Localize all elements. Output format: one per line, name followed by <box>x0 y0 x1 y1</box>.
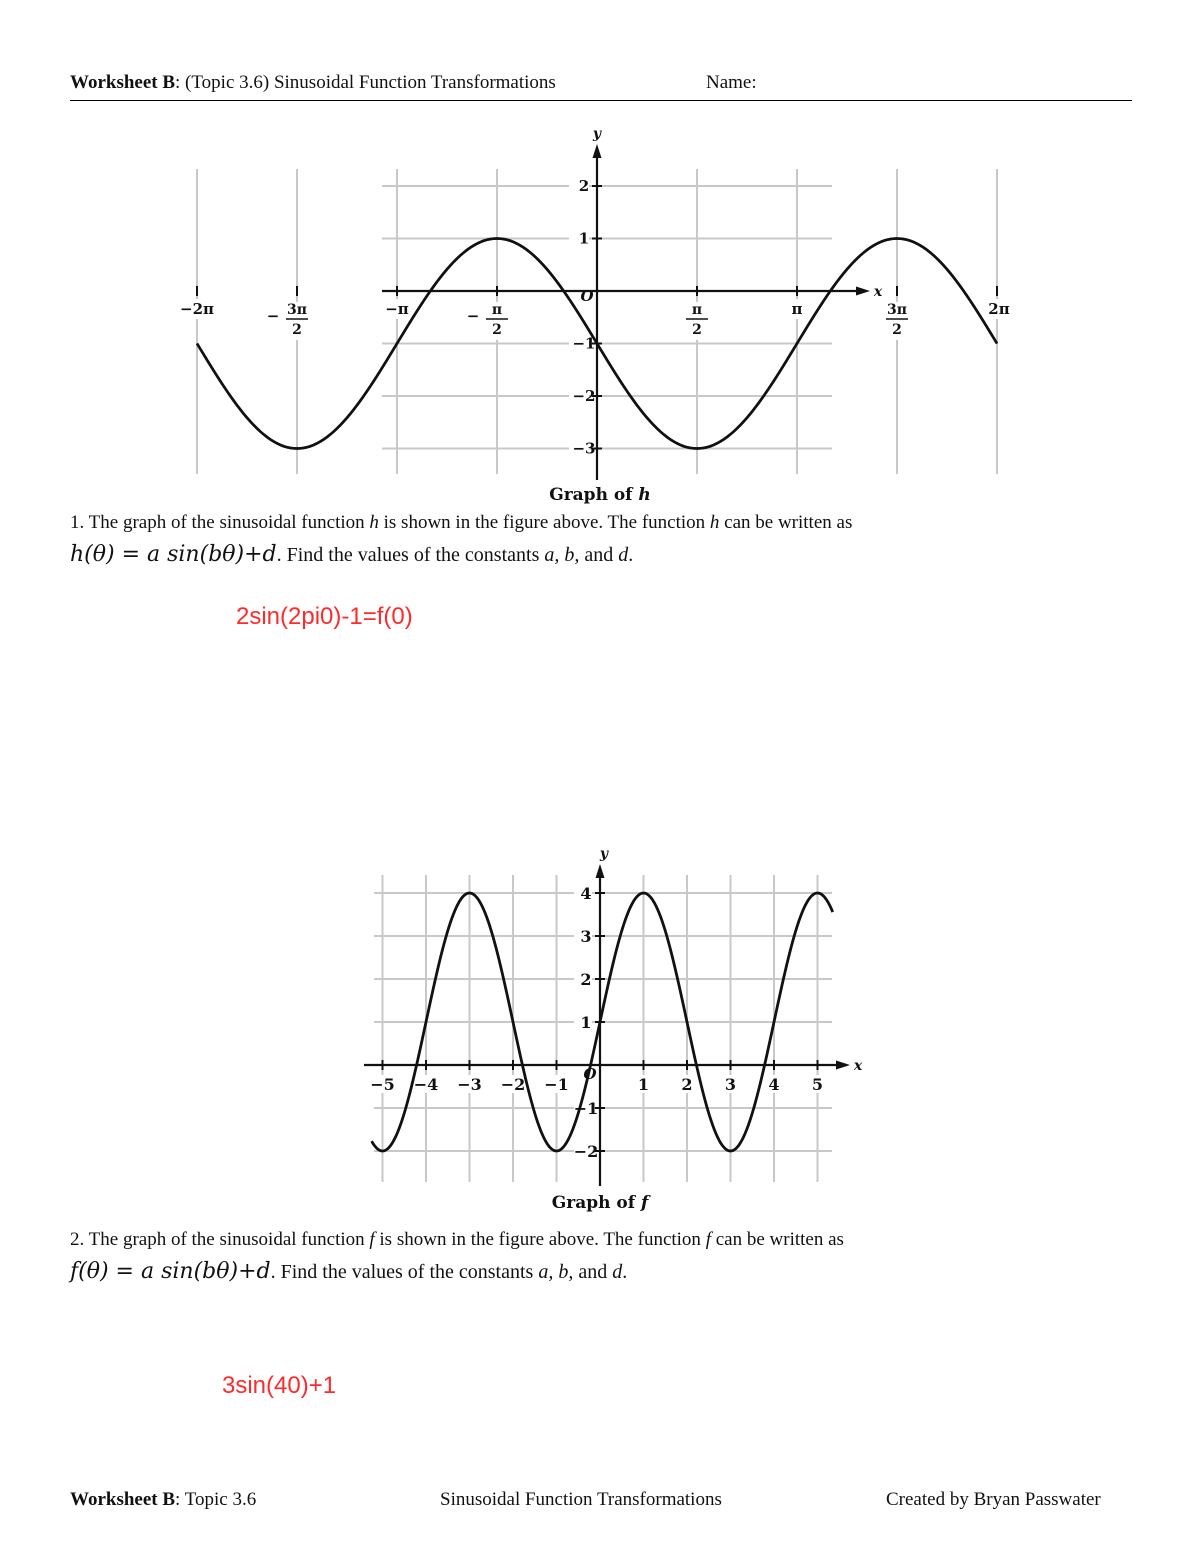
x-tick-denominator: 2 <box>692 322 702 338</box>
x-axis-label: x <box>873 284 883 300</box>
x-tick-label: −5 <box>370 1075 395 1094</box>
x-tick-label: 3 <box>724 1075 737 1094</box>
x-tick-label: −π <box>385 300 409 318</box>
origin-label: O <box>583 1065 597 1083</box>
footer-left: Worksheet B: Topic 3.6 <box>70 1489 257 1510</box>
header-title: Worksheet B: (Topic 3.6) Sinusoidal Function Transformations <box>70 72 556 93</box>
question-2-line-2: f(θ) = a sin(bθ)+d. Find the values of the constants a, b, and d. <box>70 1259 628 1284</box>
y-tick-label: −1 <box>572 334 596 353</box>
y-axis-label: y <box>592 126 602 142</box>
formula-h: h(θ) = a sin(bθ)+d <box>70 542 277 567</box>
x-tick-label: −4 <box>413 1075 439 1094</box>
x-tick-label: π <box>791 300 803 318</box>
footer-center: Sinusoidal Function Transformations <box>440 1489 722 1510</box>
y-tick-label: 2 <box>578 177 590 195</box>
question-1-line-1: 1. The graph of the sinusoidal function h is shown in the figure above. The function h can be written as <box>70 512 853 533</box>
y-tick-label: −3 <box>572 439 596 458</box>
x-tick-label: −2π <box>180 300 215 318</box>
y-tick-label: 2 <box>580 970 592 989</box>
x-tick-numerator: π <box>691 302 703 318</box>
x-tick-label: 4 <box>768 1075 780 1094</box>
graph-h <box>180 122 1010 484</box>
y-tick-label: −2 <box>573 1142 599 1161</box>
y-tick-label: 1 <box>578 229 590 248</box>
footer-right: Created by Bryan Passwater <box>886 1489 1101 1510</box>
y-axis-arrow <box>593 144 602 158</box>
x-tick-label <box>467 302 511 340</box>
x-tick-label: 2π <box>988 300 1010 318</box>
x-tick-denominator: 2 <box>492 322 502 338</box>
graph-h-caption: Graph of h <box>549 485 651 505</box>
y-tick-label: 3 <box>580 927 592 946</box>
x-tick-label: 1 <box>637 1075 650 1094</box>
x-tick-numerator: 3π <box>886 302 907 318</box>
graph-f <box>340 840 880 1192</box>
answer-2: 3sin(40)+1 <box>222 1372 337 1399</box>
question-2-line-1: 2. The graph of the sinusoidal function f is shown in the figure above. The function f can be written as <box>70 1229 844 1250</box>
question-1-line-2: h(θ) = a sin(bθ)+d. Find the values of the constants a, b, and d. <box>70 542 634 567</box>
x-tick-numerator: π <box>491 302 503 318</box>
x-tick-label <box>683 302 711 340</box>
x-axis-arrow <box>836 1061 850 1070</box>
y-tick-label: −1 <box>573 1099 599 1118</box>
origin-label: O <box>580 287 594 305</box>
y-axis-label: y <box>599 846 609 862</box>
x-tick-label <box>883 302 911 340</box>
x-axis-arrow <box>856 287 870 296</box>
x-tick-label: −3 <box>457 1075 482 1094</box>
x-tick-label: 5 <box>811 1075 824 1094</box>
x-tick-label <box>267 302 311 340</box>
graph-f-caption: Graph of f <box>551 1193 649 1213</box>
worksheet-header <box>70 72 1132 101</box>
x-tick-denominator: 2 <box>292 322 302 338</box>
answer-1: 2sin(2pi0)-1=f(0) <box>236 603 413 630</box>
y-axis-arrow <box>596 864 605 878</box>
x-tick-label: 2 <box>681 1075 693 1094</box>
x-tick-minus: − <box>466 307 480 325</box>
x-tick-minus: − <box>266 307 280 325</box>
y-tick-label: 1 <box>580 1013 592 1032</box>
name-label: Name: <box>706 72 757 93</box>
x-tick-label: −1 <box>544 1075 569 1094</box>
x-axis-label: x <box>853 1058 863 1074</box>
formula-f: f(θ) = a sin(bθ)+d <box>70 1259 271 1284</box>
y-tick-label: −2 <box>572 387 596 405</box>
x-tick-label: −2 <box>500 1075 526 1094</box>
x-tick-denominator: 2 <box>892 322 902 338</box>
y-tick-label: 4 <box>580 884 592 903</box>
x-tick-numerator: 3π <box>287 302 308 318</box>
